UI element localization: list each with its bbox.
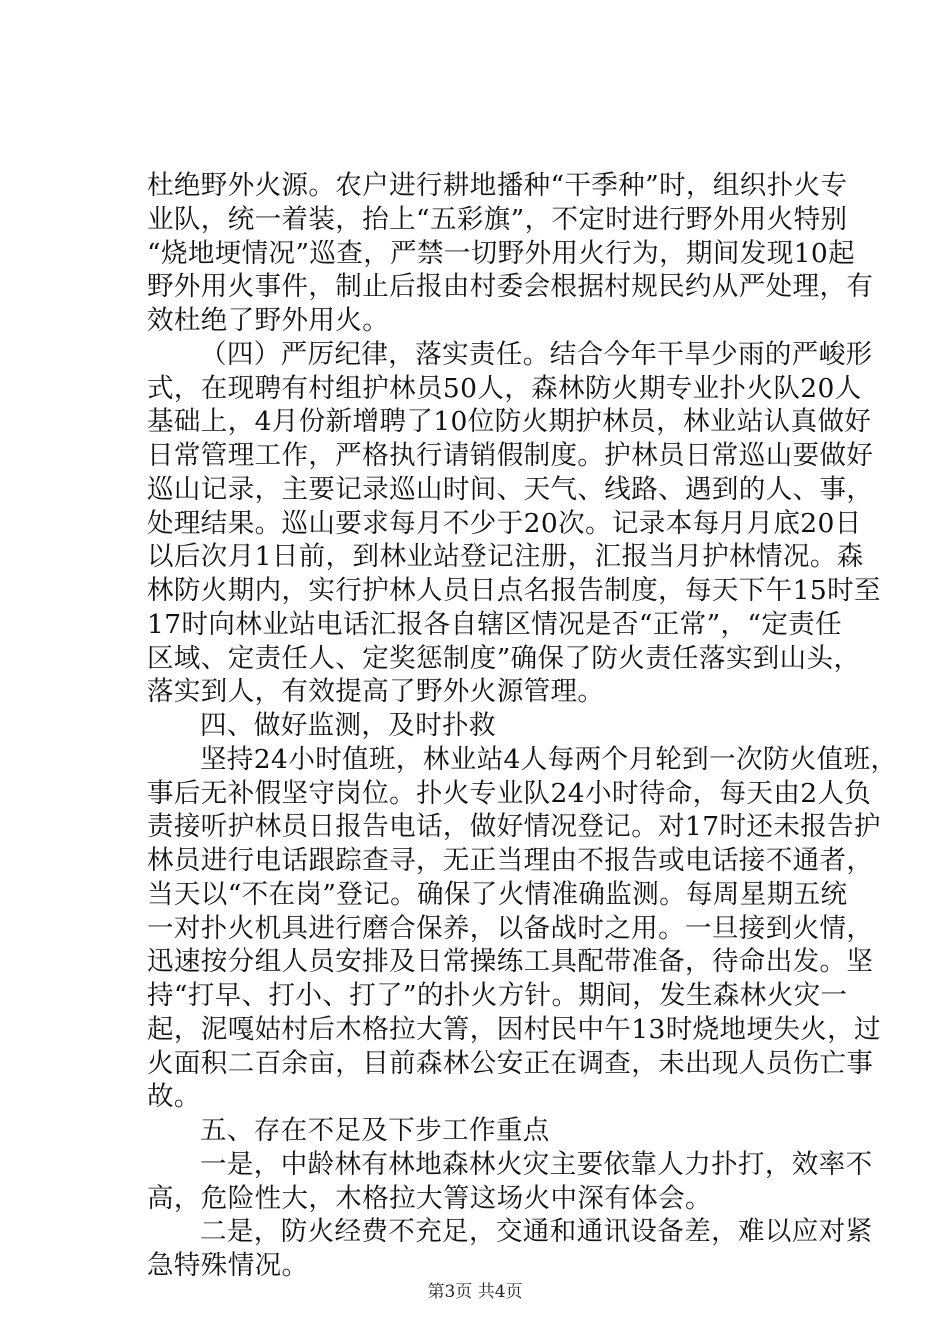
text-line: 式，在现聘有村组护林员50人，森林防火期专业扑火队20人 xyxy=(147,373,862,404)
text-line: 责接听护林员日报告电话，做好情况登记。对17时还未报告护 xyxy=(147,811,881,842)
text-line: 基础上，4月份新增聘了10位防火期护林员，林业站认真做好 xyxy=(147,406,872,437)
text-line: 一是，中龄林有林地森林火灾主要依靠人力扑打，效率不 xyxy=(200,1149,873,1180)
text-line: 处理结果。巡山要求每月不少于20次。记录本每月月底20日 xyxy=(147,508,862,539)
text-line: 迅速按分组人员安排及日常操练工具配带准备，待命出发。坚 xyxy=(147,946,874,977)
page-number: 第3页 共4页 xyxy=(427,1282,523,1302)
text-line: 火面积二百余亩，目前森林公安正在调查，未出现人员伤亡事 xyxy=(147,1048,874,1079)
text-line: 林员进行电话跟踪查寻，无正当理由不报告或电话接不通者， xyxy=(147,845,874,876)
text-line: 当天以“不在岗”登记。确保了火情准确监测。每周星期五统 xyxy=(147,879,848,910)
text-line: 起，泥嘎姑村后木格拉大箐，因村民中午13时烧地埂失火，过 xyxy=(147,1014,881,1045)
text-line: 17时向林业站电话汇报各自辖区情况是否“正常”，“定责任 xyxy=(147,609,843,640)
text-line: 业队，统一着装，抬上“五彩旗”，不定时进行野外用火特别 xyxy=(147,204,848,235)
text-line: 持“打早、打小、打了”的扑火方针。期间，发生森林火灾一 xyxy=(147,980,848,1011)
paragraph-heading-line: （四）严厉纪律，落实责任。结合今年干旱少雨的严峻形 xyxy=(200,339,873,370)
text-line: 二是，防火经费不充足，交通和通讯设备差，难以应对紧 xyxy=(200,1216,873,1247)
text-line: 巡山记录，主要记录巡山时间、天气、线路、遇到的人、事， xyxy=(147,474,874,505)
text-line: 坚持24小时值班，林业站4人每两个月轮到一次防火值班， xyxy=(200,744,898,775)
text-line: 以后次月1日前，到林业站登记注册，汇报当月护林情况。森 xyxy=(147,541,864,572)
text-line: 落实到人，有效提高了野外火源管理。 xyxy=(147,676,605,707)
text-line: 故。 xyxy=(147,1081,201,1112)
text-line: 日常管理工作，严格执行请销假制度。护林员日常巡山要做好 xyxy=(147,440,874,471)
text-line: 杜绝野外火源。农户进行耕地播种“干季种”时，组织扑火专 xyxy=(147,170,848,201)
section-heading: 五、存在不足及下步工作重点 xyxy=(200,1115,550,1146)
text-line: 急特殊情况。 xyxy=(147,1250,309,1281)
text-line: 事后无补假坚守岗位。扑火专业队24小时待命，每天由2人负 xyxy=(147,778,872,809)
page-footer xyxy=(0,1281,950,1303)
text-line: 一对扑火机具进行磨合保养，以备战时之用。一旦接到火情， xyxy=(147,913,874,944)
text-line: 效杜绝了野外用火。 xyxy=(147,305,390,336)
section-heading: 四、做好监测，及时扑救 xyxy=(200,710,496,741)
text-line: 区域、定责任人、定奖惩制度”确保了防火责任落实到山头， xyxy=(147,643,861,674)
text-line: 林防火期内，实行护林人员日点名报告制度，每天下午15时至 xyxy=(147,575,881,606)
text-line: 野外用火事件，制止后报由村委会根据村规民约从严处理，有 xyxy=(147,271,874,302)
text-line: 高，危险性大，木格拉大箐这场火中深有体会。 xyxy=(147,1183,712,1214)
text-line: “烧地埂情况”巡查，严禁一切野外用火行为，期间发现10起 xyxy=(147,238,856,269)
